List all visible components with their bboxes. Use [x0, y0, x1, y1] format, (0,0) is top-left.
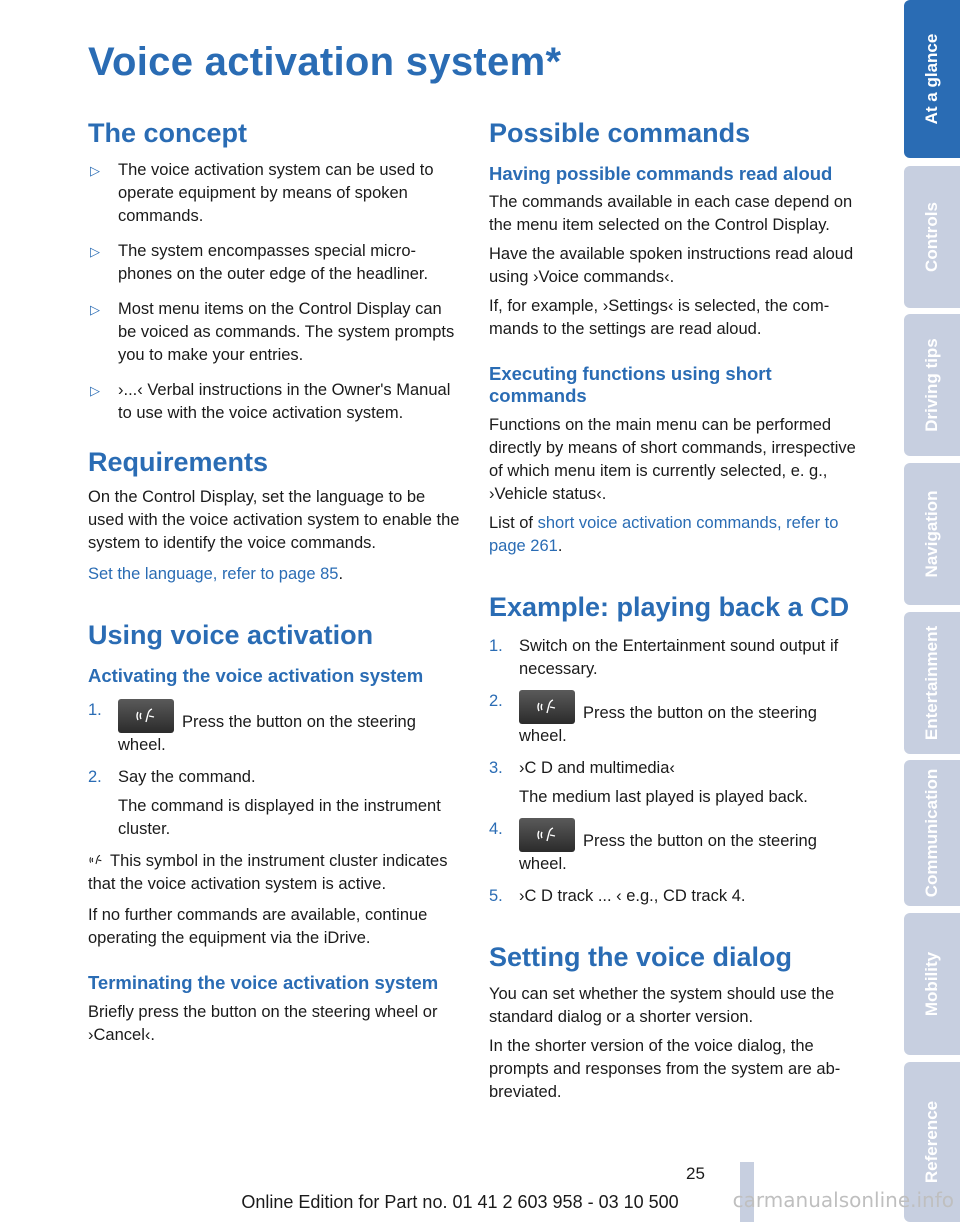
- tab-mobility[interactable]: Mobility: [904, 913, 960, 1055]
- voice-button-icon: [519, 690, 575, 724]
- requirements-link-paragraph: Set the language, refer to page 85.: [88, 565, 344, 584]
- list-item: ▷ ›...‹ Verbal instructions in the Owner's Manual to use with the voice activation system.: [90, 381, 451, 423]
- voice-button-icon: [118, 699, 174, 733]
- paragraph: Have the available spoken instructions read aloud using ›Voice commands‹.: [489, 245, 854, 287]
- list-item: 5. ›C D track ... ‹ e.g., CD track 4.: [489, 886, 746, 905]
- footer-edition: Online Edition for Part no. 01 41 2 603 958 - 03 10 500: [241, 1192, 679, 1212]
- triangle-right-icon: ▷: [90, 383, 100, 399]
- no-further-commands-text: If no further commands are available, continue operating the equipment via the iDrive.: [88, 906, 428, 948]
- triangle-right-icon: ▷: [90, 163, 100, 179]
- paragraph: You can set whether the system should use the standard dialog or a shorter version.: [489, 984, 835, 1026]
- paragraph: In the shorter version of the voice dialog, the prompts and responses from the system are abbreviated.: [489, 1036, 841, 1101]
- list-item: 3. ›C D and multimedia‹ The medium last played is played back.: [489, 758, 808, 806]
- list-item: 2. Say the command. The command is displayed in the instrument cluster.: [88, 768, 441, 839]
- subheading-short-commands: Executing functions using short commands: [489, 363, 772, 407]
- list-item: 1. Press the button on the steering wheel.: [88, 701, 416, 755]
- triangle-right-icon: ▷: [90, 244, 100, 260]
- right-column: [489, 118, 863, 1104]
- subheading-terminating: Terminating the voice activation system: [88, 972, 439, 994]
- short-commands-link-paragraph: List of short voice activation commands, refer to page 261.: [489, 513, 839, 555]
- list-item: ▷ The voice activation system can be used to operate equipment by means of spoken commands.: [90, 161, 434, 226]
- section-heading-using: Using voice activation: [88, 620, 374, 651]
- page-title: Voice activation system*: [88, 40, 562, 84]
- list-item: 4. Press the button on the steering wheel.: [489, 819, 817, 873]
- voice-button-icon: [519, 818, 575, 852]
- activation-steps: [88, 699, 462, 841]
- language-page-link[interactable]: Set the language, refer to page 85: [88, 565, 339, 584]
- section-heading-requirements: Requirements: [88, 447, 269, 478]
- list-item: ▷ The system encompasses special microphones on the outer edge of the headliner.: [90, 242, 429, 284]
- left-column: [88, 118, 462, 1047]
- paragraph: If, for example, ›Settings‹ is selected, the commands to the settings are read aloud.: [489, 297, 830, 339]
- paragraph: The commands available in each case depend on the menu item selected on the Control Display.: [489, 193, 853, 235]
- section-heading-possible-commands: Possible commands: [489, 118, 751, 148]
- paragraph: Functions on the main menu can be performed directly by means of short commands, irrespective of which menu item is currently selected, e. g., ›Vehicle status‹.: [489, 415, 856, 503]
- subheading-read-aloud: Having possible commands read aloud: [489, 163, 833, 185]
- subheading-activating: Activating the voice activation system: [88, 665, 424, 687]
- short-commands-page-link[interactable]: short voice activation commands, refer to page 261: [489, 513, 839, 555]
- tab-communication[interactable]: Communication: [904, 760, 960, 906]
- tab-driving-tips[interactable]: Driving tips: [904, 314, 960, 456]
- chapter-tabs: [904, 0, 960, 1222]
- section-heading-example-cd: Example: playing back a CD: [489, 591, 850, 622]
- requirements-text: On the Control Display, set the language to be used with the voice activation system to enable the system to identify the voice commands.: [88, 488, 460, 553]
- section-heading-voice-dialog: Setting the voice dialog: [489, 941, 793, 972]
- concept-bullet-list: [88, 159, 462, 425]
- triangle-right-icon: ▷: [90, 302, 100, 318]
- page-number: 25: [686, 1164, 705, 1183]
- section-heading-concept: The concept: [88, 118, 248, 148]
- tab-at-a-glance[interactable]: At a glance: [904, 0, 960, 158]
- watermark: carmanualsonline.info: [732, 1188, 954, 1212]
- terminate-text: Briefly press the button on the steering wheel or ›Cancel‹.: [88, 1002, 438, 1044]
- example-steps: [489, 635, 863, 908]
- list-item: ▷ Most menu items on the Control Display can be voiced as commands. The system prompts you to make your entries.: [90, 300, 455, 365]
- tab-navigation[interactable]: Navigation: [904, 463, 960, 605]
- tab-entertainment[interactable]: Entertainment: [904, 612, 960, 754]
- list-item: 2. Press the button on the steering wheel.: [489, 691, 817, 745]
- tab-controls[interactable]: Controls: [904, 166, 960, 308]
- list-item: 1. Switch on the Entertainment sound output if necessary.: [489, 636, 839, 678]
- voice-symbol-paragraph: This symbol in the instrument cluster indicates that the voice activation system is active.: [88, 852, 448, 894]
- tab-reference[interactable]: Reference: [904, 1062, 960, 1222]
- voice-symbol-icon: [88, 852, 104, 868]
